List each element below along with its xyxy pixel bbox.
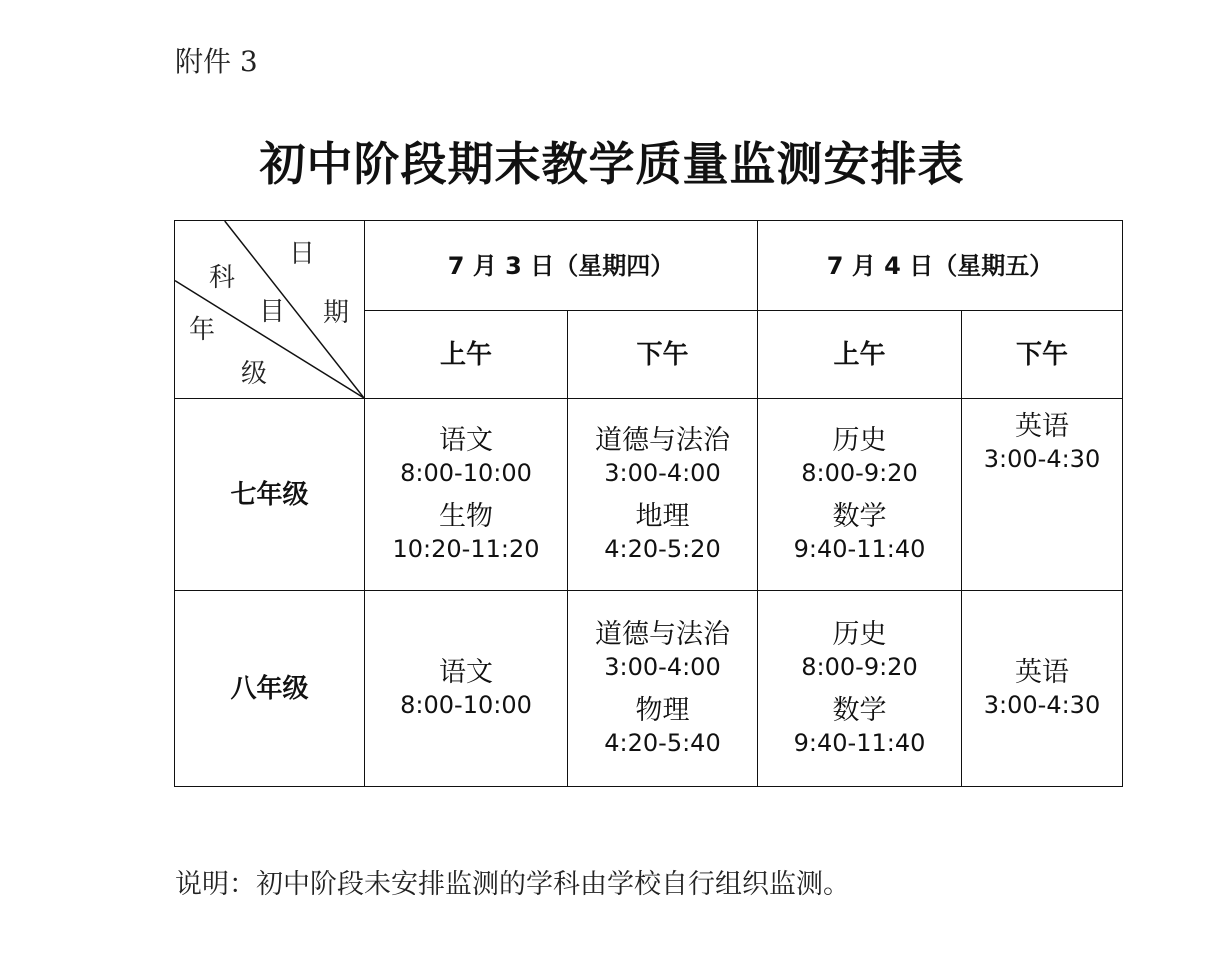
exam-time: 3:00-4:00 <box>604 652 721 681</box>
exam-time: 3:00-4:00 <box>604 458 721 487</box>
grade-row-8 <box>175 591 1123 787</box>
footnote: 说明：初中阶段未安排监测的学科由学校自行组织监测。 <box>175 869 850 900</box>
exam-entry <box>758 501 961 565</box>
exam-subject: 物理 <box>635 694 690 726</box>
half-day-jul3-am: 上午 <box>365 311 568 399</box>
corner-label-ji: 级 <box>241 359 268 389</box>
grade-row-7 <box>175 399 1123 591</box>
grade-name-7: 七年级 <box>175 399 365 591</box>
exam-subject: 英语 <box>1015 656 1069 688</box>
exam-entry <box>568 501 757 565</box>
page-title: 初中阶段期末教学质量监测安排表 <box>259 137 965 191</box>
exam-entry <box>365 657 567 721</box>
exam-entry <box>568 425 757 489</box>
exam-time: 9:40-11:40 <box>793 534 926 563</box>
exam-subject: 英语 <box>1015 411 1069 442</box>
schedule-cell <box>758 591 962 787</box>
exam-entry <box>962 657 1122 721</box>
exam-time: 10:20-11:20 <box>392 534 540 563</box>
schedule-cell <box>568 399 758 591</box>
schedule-cell <box>962 591 1123 787</box>
exam-entry <box>758 425 961 489</box>
exam-time: 8:00-10:00 <box>400 458 532 487</box>
exam-time: 8:00-10:00 <box>400 690 532 719</box>
schedule-cell <box>758 399 962 591</box>
half-day-jul3-pm: 下午 <box>568 311 758 399</box>
exam-time: 8:00-9:20 <box>801 458 918 487</box>
exam-subject: 语文 <box>439 656 493 688</box>
exam-subject: 数学 <box>832 694 887 726</box>
exam-time: 8:00-9:20 <box>801 652 918 681</box>
exam-subject: 道德与法治 <box>595 424 730 456</box>
exam-subject: 历史 <box>832 424 887 456</box>
half-day-jul4-pm: 下午 <box>962 311 1123 399</box>
corner-label-nian: 年 <box>189 315 216 345</box>
exam-entry <box>365 425 567 489</box>
schedule-cell <box>365 591 568 787</box>
exam-entry <box>365 501 567 565</box>
schedule-cell <box>568 591 758 787</box>
corner-header-cell <box>175 221 365 399</box>
corner-label-qi: 期 <box>323 298 350 328</box>
exam-entry <box>962 411 1122 475</box>
exam-time: 4:20-5:40 <box>604 728 721 757</box>
corner-label-ke: 科 <box>209 263 236 293</box>
date-header-jul4: 7 月 4 日（星期五） <box>758 221 1123 311</box>
corner-label-mu: 目 <box>259 297 286 327</box>
exam-entry <box>568 695 757 759</box>
schedule-cell <box>365 399 568 591</box>
exam-time: 4:20-5:20 <box>604 534 721 563</box>
corner-label-ri: 日 <box>289 239 316 269</box>
exam-subject: 数学 <box>832 500 887 532</box>
exam-subject: 生物 <box>439 500 493 532</box>
exam-subject: 语文 <box>439 424 493 456</box>
grade-name-8: 八年级 <box>175 591 365 787</box>
date-header-row <box>175 221 1123 311</box>
exam-time: 3:00-4:30 <box>983 690 1101 719</box>
schedule-cell <box>962 399 1123 591</box>
schedule-table <box>174 220 1123 787</box>
exam-time: 9:40-11:40 <box>793 728 926 757</box>
half-day-jul4-am: 上午 <box>758 311 962 399</box>
exam-subject: 道德与法治 <box>595 618 730 650</box>
exam-entry <box>568 619 757 683</box>
exam-subject: 地理 <box>635 500 690 532</box>
schedule-table-wrapper <box>174 220 1123 787</box>
exam-entry <box>758 695 961 759</box>
exam-entry <box>758 619 961 683</box>
exam-subject: 历史 <box>832 618 887 650</box>
exam-time: 3:00-4:30 <box>983 445 1101 473</box>
date-header-jul3: 7 月 3 日（星期四） <box>365 221 758 311</box>
attachment-label: 附件 3 <box>175 45 258 78</box>
